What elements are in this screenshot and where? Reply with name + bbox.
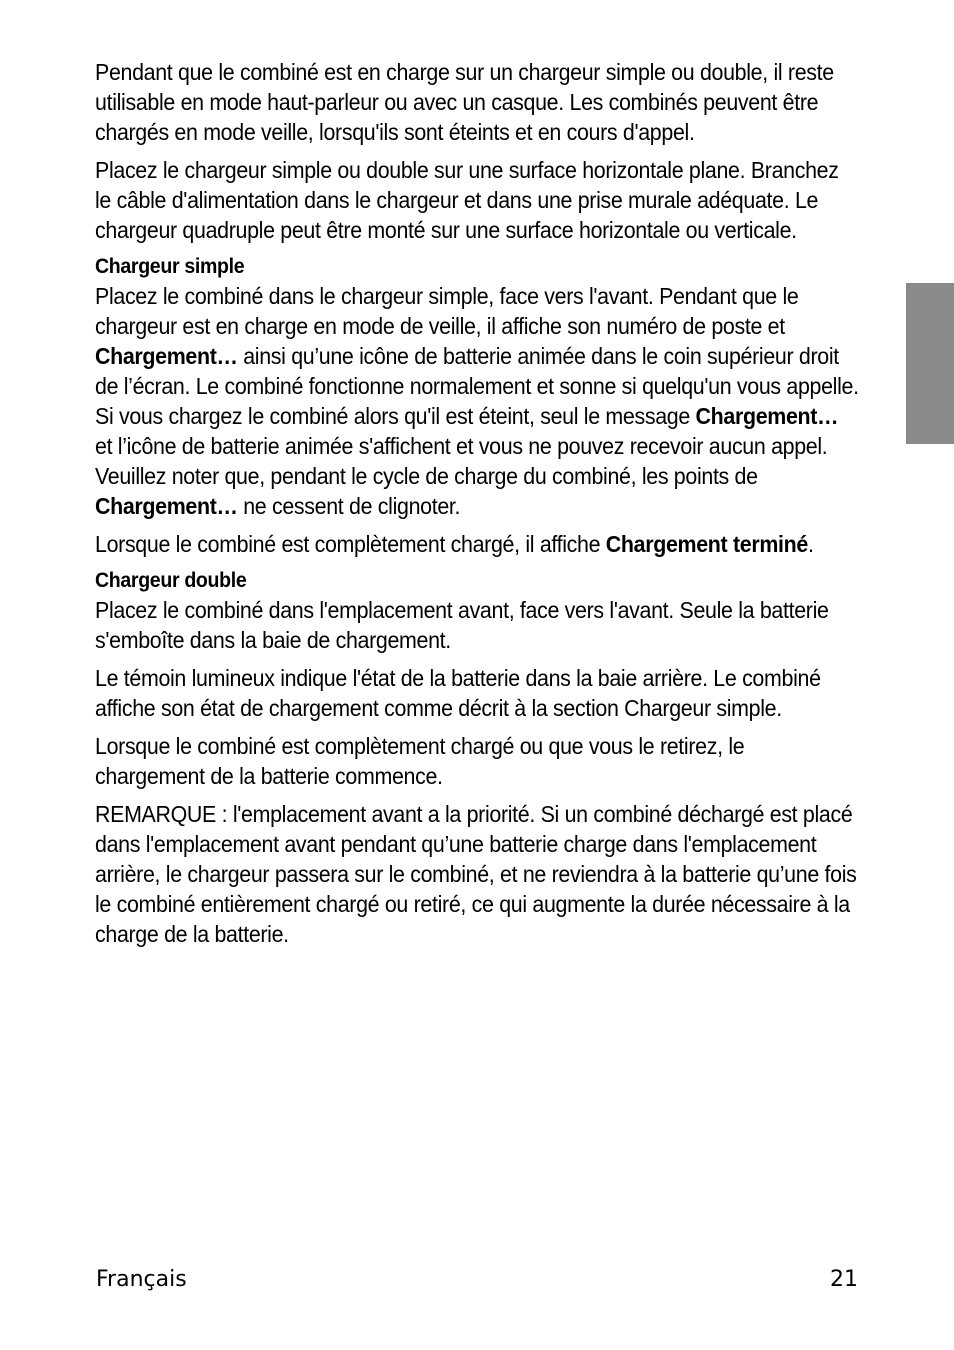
text-run: Placez le combiné dans le chargeur simple, face vers l'avant. Pendant que le chargeur est en charge en mode de veille, il affiche son numéro de poste et [95,283,799,339]
footer-language: Français [96,1267,187,1292]
single-charger-section [95,253,859,559]
chapter-tab-marker [906,283,954,444]
double-charger-paragraph-2: Le témoin lumineux indique l'état de la batterie dans la baie arrière. Le combiné affiche son état de chargement comme décrit à la section Chargeur simple. [95,665,821,721]
single-charger-paragraph-1 [95,281,859,521]
text-run: . [807,531,814,557]
charging-status-text: Chargement… [95,493,238,519]
text-run: Lorsque le combiné est complètement chargé, il affiche [95,531,606,557]
text-run: ainsi qu’une icône de batterie animée dans le coin supérieur droit de l’écran. Le combiné fonctionne normalement et sonne si quelqu'un vous appelle. Si vous chargez le combiné alors qu'il est éteint, seul le message [95,343,859,429]
text-run: et l’icône de batterie animée s'affichent et vous ne pouvez recevoir aucun appel. Veuillez noter que, pendant le cycle de charge du combiné, les points de [95,433,828,489]
note-paragraph: REMARQUE : l'emplacement avant a la priorité. Si un combiné déchargé est placé dans l'emplacement avant pendant qu’une batterie charge dans l'emplacement arrière, le chargeur passera sur le combiné, et ne reviendra à la batterie qu’une fois le combiné entièrement chargé ou retiré, ce qui augmente la durée nécessaire à la charge de la batterie. [95,801,857,947]
page-number: 21 [830,1267,858,1292]
page-body [95,57,859,957]
charging-status-text: Chargement… [695,403,839,429]
double-charger-paragraph-1: Placez le combiné dans l'emplacement avant, face vers l'avant. Seule la batterie s'emboîte dans la baie de chargement. [95,597,829,653]
double-charger-paragraph-3: Lorsque le combiné est complètement chargé ou que vous le retirez, le chargement de la batterie commence. [95,733,745,789]
single-charger-heading: Chargeur simple [95,255,245,278]
text-run: ne cessent de clignoter. [237,493,461,519]
charge-complete-text: Chargement terminé [605,531,808,557]
double-charger-section [95,567,859,949]
intro-paragraph-2: Placez le chargeur simple ou double sur une surface horizontale plane. Branchez le câble d'alimentation dans le chargeur et dans une prise murale adéquate. Le chargeur quadruple peut être monté sur une surface horizontale ou verticale. [95,157,839,243]
single-charger-paragraph-2 [95,529,859,559]
double-charger-heading: Chargeur double [95,569,247,592]
intro-paragraph-1: Pendant que le combiné est en charge sur un chargeur simple ou double, il reste utilisable en mode haut-parleur ou avec un casque. Les combinés peuvent être chargés en mode veille, lorsqu'ils sont éteints et en cours d'appel. [95,59,834,145]
charging-status-text: Chargement… [95,343,238,369]
